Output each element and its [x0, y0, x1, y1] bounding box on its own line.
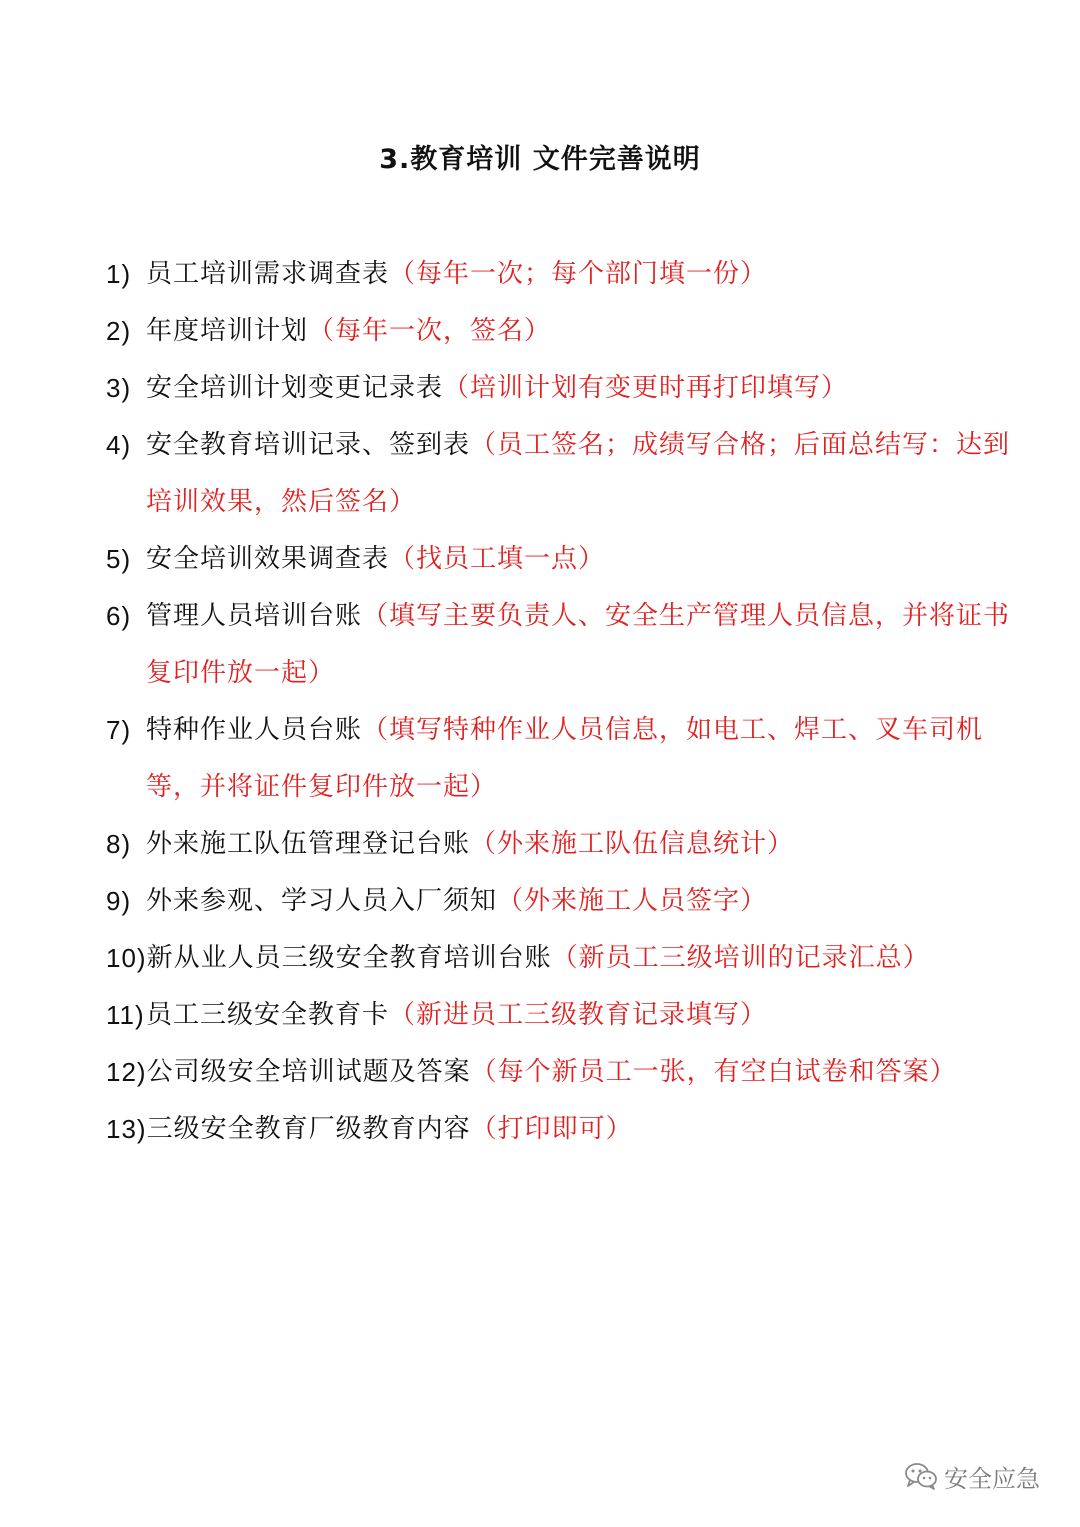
- item-note: （培训计划有变更时再打印填写）: [443, 373, 849, 403]
- list-item: [106, 987, 1016, 1044]
- list-item: [106, 246, 1016, 303]
- item-number: 5): [106, 544, 132, 574]
- item-note: （每个新员工一张，有空白试卷和答案）: [470, 1057, 957, 1087]
- item-note: （新进员工三级教育记录填写）: [389, 1000, 768, 1030]
- wechat-icon: [904, 1461, 938, 1491]
- item-note: （员工签名；成绩写合格；后面总结写：达到培训效果，然后签名）: [146, 430, 1011, 517]
- item-note: （新员工三级培训的记录汇总）: [551, 943, 930, 973]
- item-number: 13): [106, 1114, 147, 1144]
- watermark-text: 安全应急: [944, 1464, 1040, 1493]
- item-note: （每年一次；每个部门填一份）: [389, 259, 768, 289]
- item-note: （填写主要负责人、安全生产管理人员信息，并将证书复印件放一起）: [146, 601, 1011, 688]
- list-item: [106, 417, 1016, 531]
- item-number: 11): [106, 1000, 145, 1030]
- item-note: （外来施工队伍信息统计）: [470, 829, 795, 859]
- item-name: 公司级安全培训试题及答案: [146, 1057, 471, 1087]
- item-name: 管理人员培训台账: [146, 601, 363, 631]
- item-name: 外来施工队伍管理登记台账: [146, 829, 471, 859]
- item-number: 9): [106, 886, 132, 916]
- item-name: 新从业人员三级安全教育培训台账: [146, 943, 552, 973]
- list-item: [106, 873, 1016, 930]
- page-title: 3.教育培训 文件完善说明: [379, 144, 701, 175]
- list-item: [106, 816, 1016, 873]
- item-name: 外来参观、学习人员入厂须知: [146, 886, 498, 916]
- list-item: [106, 303, 1016, 360]
- list-item: [106, 360, 1016, 417]
- item-number: 4): [106, 430, 132, 460]
- watermark: [904, 1456, 1040, 1496]
- item-number: 2): [106, 316, 132, 346]
- document-list: [106, 246, 1016, 1158]
- list-item: [106, 930, 1016, 987]
- item-number: 8): [106, 829, 132, 859]
- item-note: （每年一次，签名）: [308, 316, 552, 346]
- list-item: [106, 1044, 1016, 1101]
- item-number: 6): [106, 601, 132, 631]
- item-note: （找员工填一点）: [389, 544, 606, 574]
- item-number: 3): [106, 373, 132, 403]
- item-note: （填写特种作业人员信息，如电工、焊工、叉车司机等，并将证件复印件放一起）: [146, 715, 984, 802]
- item-name: 员工培训需求调查表: [146, 259, 390, 289]
- item-name: 安全教育培训记录、签到表: [146, 430, 471, 460]
- list-item: [106, 531, 1016, 588]
- item-name: 特种作业人员台账: [146, 715, 363, 745]
- item-note: （打印即可）: [470, 1114, 633, 1144]
- item-note: （外来施工人员签字）: [497, 886, 768, 916]
- item-name: 安全培训效果调查表: [146, 544, 390, 574]
- item-name: 安全培训计划变更记录表: [146, 373, 444, 403]
- item-name: 年度培训计划: [146, 316, 309, 346]
- list-item: [106, 588, 1016, 702]
- item-number: 12): [106, 1057, 147, 1087]
- list-item: [106, 702, 1016, 816]
- item-number: 1): [106, 259, 132, 289]
- item-number: 7): [106, 715, 132, 745]
- list-item: [106, 1101, 1016, 1158]
- item-name: 员工三级安全教育卡: [146, 1000, 390, 1030]
- item-name: 三级安全教育厂级教育内容: [146, 1114, 471, 1144]
- item-number: 10): [106, 943, 147, 973]
